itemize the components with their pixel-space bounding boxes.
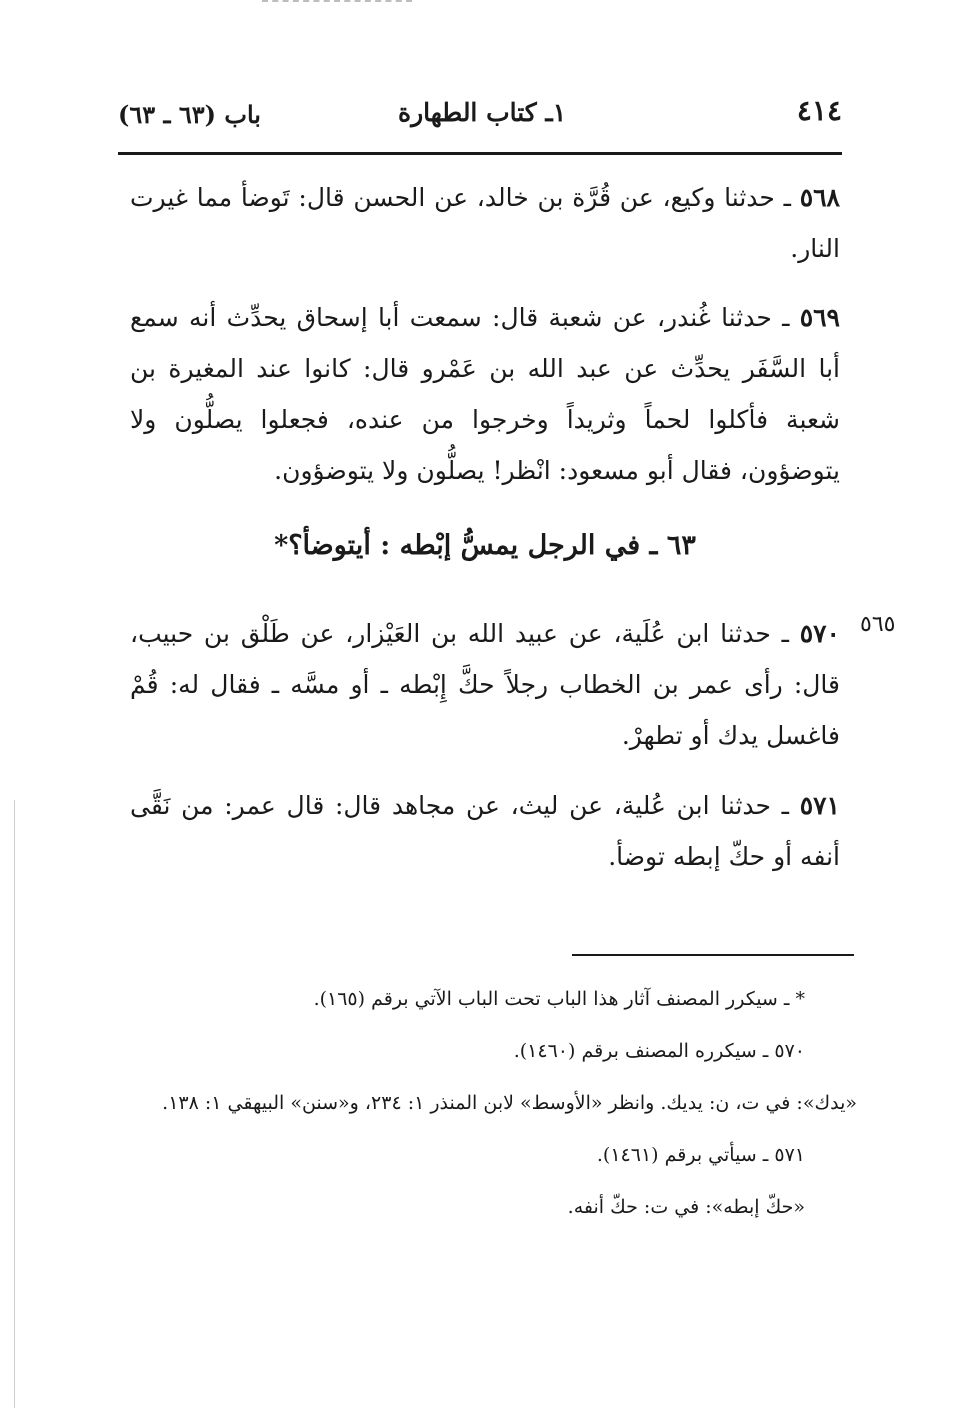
footnote: «يدك»: في ت، ن: يديك. وانظر «الأوسط» لابن المنذر ١: ٢٣٤، و«سنن» البيهقي ١: ١٣٨.: [162, 1092, 857, 1114]
footnote: ٥٧٠ ـ سيكرره المصنف برقم (١٤٦٠).: [513, 1040, 805, 1062]
section-heading: ٦٣ ـ في الرجل يمسُّ إبْطه : أيتوضأ؟*: [274, 530, 696, 561]
hadith-number: ٥٦٨: [799, 183, 840, 212]
hadith-570: [130, 608, 840, 761]
hadith-number: ٥٦٩: [799, 303, 840, 332]
hadith-paragraph: [130, 608, 840, 761]
chapter-range: باب (٦٣ ـ ٦٣): [118, 100, 261, 129]
hadith-568: [130, 172, 840, 274]
footnote: «حكّ إبطه»: في ت: حكّ أنفه.: [567, 1196, 805, 1218]
hadith-text: ـ حدثنا وكيع، عن قُرَّة بن خالد، عن الحسن قال: تَوضأ مما غيرت النار.: [130, 183, 840, 263]
hadith-paragraph: [130, 292, 840, 496]
book-title: ١ـ كتاب الطهارة: [398, 98, 567, 127]
page-number: ٤١٤: [796, 94, 842, 127]
hadith-text: ـ حدثنا غُندر، عن شعبة قال: سمعت أبا إسحاق يحدِّث أنه سمع أبا السَّفَر يحدِّث عن عبد الله بن عَمْرو قال: كانوا عند المغيرة بن شعبة فأكلوا لحماً وثريداً وخرجوا من عنده، فجعلوا يصلُّون ولا يتوضؤون، فقال أبو مسعود: انْظر! يصلُّون ولا يتوضؤون.: [130, 303, 840, 485]
hadith-paragraph: [130, 172, 840, 274]
margin-reference: ٥٦٥: [860, 612, 896, 637]
hadith-571: [130, 780, 840, 882]
footnote: ٥٧١ ـ سيأتي برقم (١٤٦١).: [596, 1144, 805, 1166]
footnotes: [135, 980, 857, 1226]
hadith-569: [130, 292, 840, 496]
hadith-paragraph: [130, 780, 840, 882]
footnote: * ـ سيكرر المصنف آثار هذا الباب تحت الباب الآتي برقم (١٦٥).: [313, 988, 805, 1010]
footnote-separator: [572, 954, 854, 956]
running-header: [118, 92, 842, 155]
hadith-number: ٥٧٠: [799, 619, 840, 648]
hadith-number: ٥٧١: [799, 791, 840, 820]
hadith-text: ـ حدثنا ابن عُلية، عن ليث، عن مجاهد قال: قال عمر: من نَقَّى أنفه أو حكّ إبطه توضأ.: [130, 791, 840, 871]
hadith-text: ـ حدثنا ابن عُلَية، عن عبيد الله بن العَيْزار، عن طَلْق بن حبيب، قال: رأى عمر بن الخطاب رجلاً حكَّ إِبْطه ـ أو مسَّه ـ فقال له: قُمْ فاغسل يدك أو تطهرْ.: [130, 619, 840, 750]
